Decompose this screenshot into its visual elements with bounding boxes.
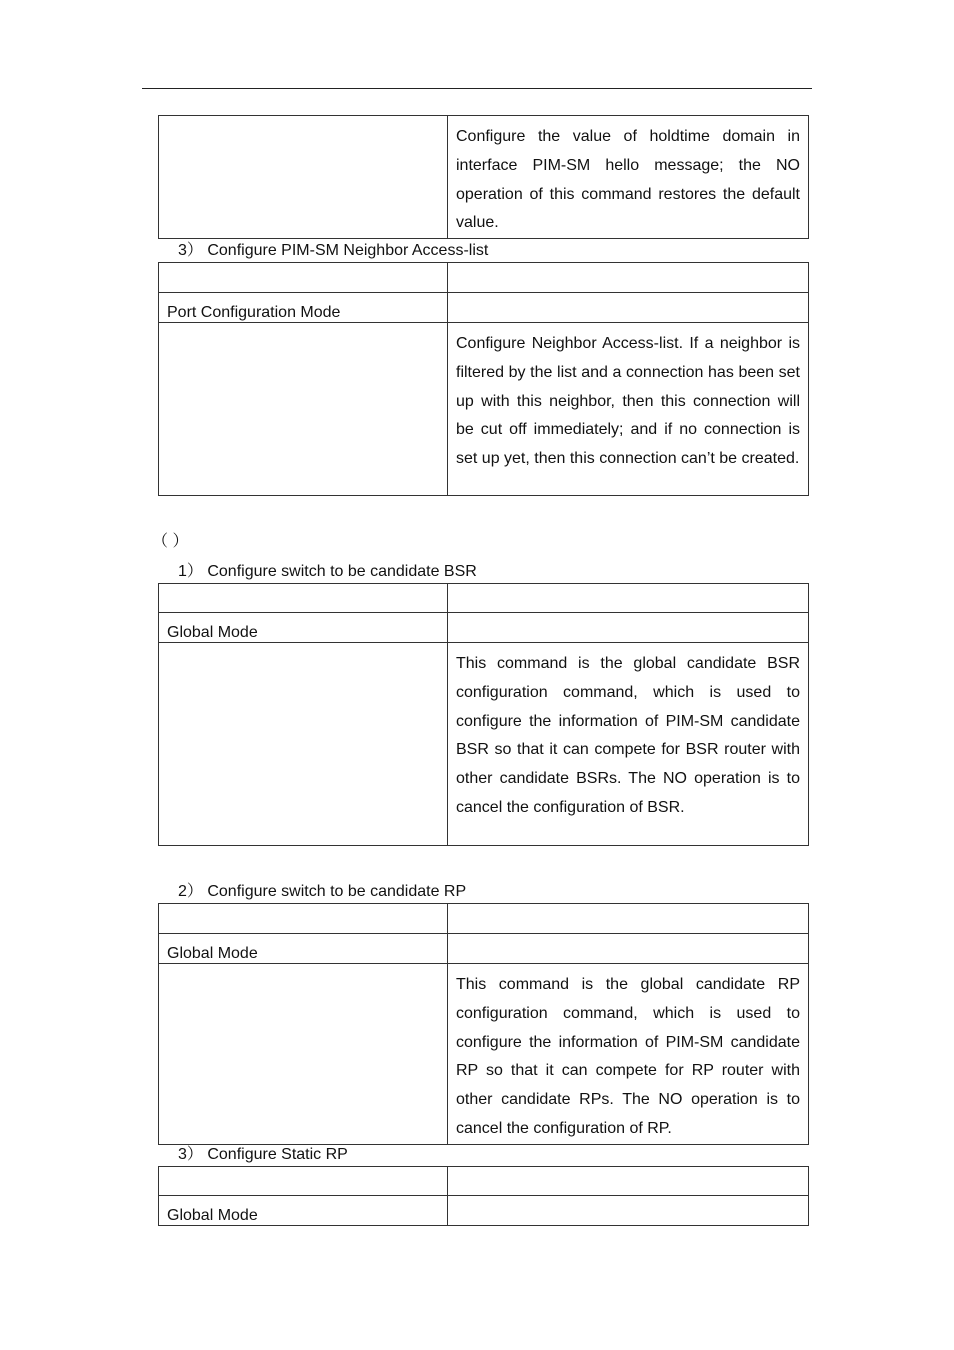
- header-cell: [448, 904, 809, 934]
- mode-cell: Global Mode: [159, 1196, 448, 1226]
- header-cell: [159, 263, 448, 293]
- candidate-bsr-caption: 1） Configure switch to be candidate BSR: [178, 563, 477, 580]
- section-heading: （ ）: [152, 533, 189, 550]
- mode-blank-cell: [448, 934, 809, 964]
- mode-blank-cell: [448, 293, 809, 323]
- command-description: Configure the value of holdtime domain in interface PIM-SM hello message; the NO operation of this command restores the default value.: [448, 116, 809, 239]
- command-cell: [159, 116, 448, 239]
- command-cell: [159, 964, 448, 1145]
- header-cell: [448, 263, 809, 293]
- candidate-bsr-table: [158, 583, 809, 846]
- static-rp-table: [158, 1166, 809, 1226]
- command-description: This command is the global candidate RP configuration command, which is used to configure the information of PIM-SM candidate RP so that it can compete for RP router with other candidate RPs. The NO operation is to cancel the configuration of RP.: [448, 964, 809, 1145]
- header-cell: [159, 904, 448, 934]
- header-cell: [159, 1167, 448, 1196]
- candidate-rp-table: [158, 903, 809, 1145]
- static-rp-caption: 3） Configure Static RP: [178, 1146, 348, 1163]
- header-cell: [448, 584, 809, 613]
- header-cell: [159, 584, 448, 613]
- neighbor-access-list-table: [158, 262, 809, 496]
- command-description: Configure Neighbor Access-list. If a neighbor is filtered by the list and a connection has been set up with this neighbor, then this connection will be cut off immediately; and if no connection is set up yet, then this connection can’t be created.: [448, 323, 809, 496]
- mode-blank-cell: [448, 1196, 809, 1226]
- command-cell: [159, 643, 448, 846]
- mode-cell: Global Mode: [159, 613, 448, 643]
- holdtime-command-table: [158, 115, 809, 239]
- candidate-rp-caption: 2） Configure switch to be candidate RP: [178, 883, 467, 900]
- command-description: This command is the global candidate BSR configuration command, which is used to configure the information of PIM-SM candidate BSR so that it can compete for BSR router with other candidate BSRs. The NO operation is to cancel the configuration of BSR.: [448, 643, 809, 846]
- header-cell: [448, 1167, 809, 1196]
- mode-blank-cell: [448, 613, 809, 643]
- command-cell: [159, 323, 448, 496]
- header-rule: [142, 88, 812, 89]
- mode-cell: Global Mode: [159, 934, 448, 964]
- neighbor-access-list-caption: 3） Configure PIM-SM Neighbor Access-list: [178, 242, 489, 259]
- mode-cell: Port Configuration Mode: [159, 293, 448, 323]
